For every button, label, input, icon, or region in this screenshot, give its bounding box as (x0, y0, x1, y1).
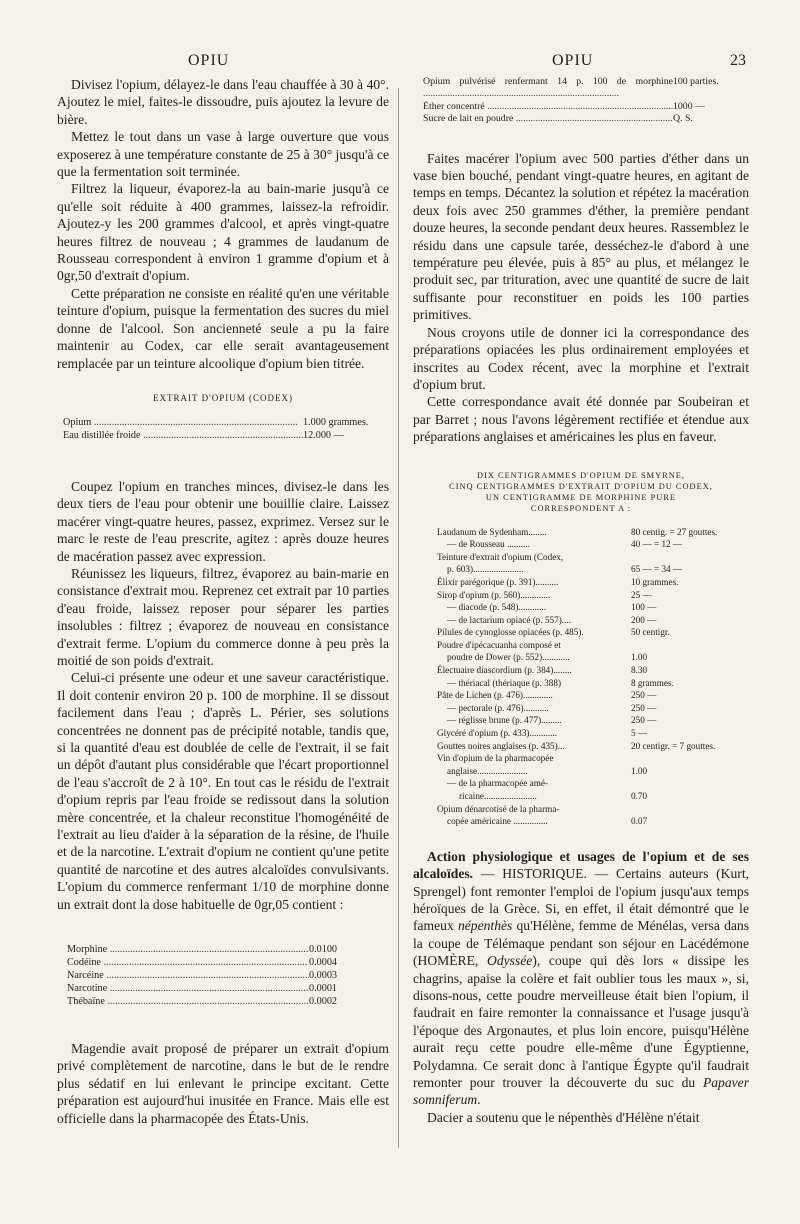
table-row (423, 101, 749, 113)
table-row (63, 416, 389, 429)
table-row (437, 626, 749, 639)
alkaloid-name: Narcéine ..... (67, 969, 309, 982)
alkaloid-qty: 0.0001 (309, 983, 338, 995)
alkaloid-name: Thébaïne ..... (67, 995, 309, 1008)
preparation-name: anglaise...................... (447, 765, 528, 776)
preparation-equivalent: 10 grammes. (631, 576, 679, 587)
paragraph: Faites macérer l'opium avec 500 parties d'éther dans un vase bien bouché, pendant vingt-quatre heures, en agitant de temps en temps. Décantez la solution et répétez la macération deux fois avec 250 grammes d'éther, la première pendant douze heures, la seconde pendant deux heures. Rassemblez le résidu dans une capsule tarée, desséchez-le d'abord à une température peu élevée, puis à 85° au plus, et mélangez le produit sec, par trituration, avec une quantité de sucre de lait suffisante pour reconstituer en poids les 100 parties primitives. (413, 150, 749, 323)
alkaloid-qty: 0.0003 (309, 970, 338, 982)
preparation-name: — pectorale (p. 476)........... (447, 702, 549, 713)
ingredient-qty: 1000 — (673, 100, 705, 112)
preparation-name: — de la pharmacopée amé- (447, 778, 549, 789)
table-row (67, 956, 359, 969)
preparation-equivalent: 5 — (631, 728, 648, 739)
italic-term: népenthès (457, 918, 513, 934)
ingredient-name: Eau distillée froide ..... (63, 429, 303, 442)
table-row (63, 429, 389, 442)
correspondence-heading (413, 470, 749, 514)
table-row (437, 752, 749, 765)
preparation-name: Poudre d'ipécacuanha composé et (437, 639, 561, 650)
table-row (437, 576, 749, 589)
paragraph: Mettez le tout dans un vase à large ouverture que vous exposerez à une température constante de 25 à 30° jusqu'à ce que la fermentation soit terminée. (57, 129, 389, 180)
table-row (437, 563, 749, 576)
preparation-name: copée américaine ............... (447, 816, 548, 827)
table-row (437, 651, 749, 664)
ingredient-qty: 1.000 grammes. (303, 416, 369, 428)
preparation-name: ricaine....................... (459, 791, 537, 801)
right-column (413, 76, 749, 1126)
table-row (437, 777, 749, 790)
text-span: . (477, 1092, 481, 1108)
alkaloid-name: Morphine ..... (67, 943, 309, 956)
preparation-name: Glycéré d'opium (p. 433)............ (437, 728, 558, 739)
section-label: HISTORIQUE. (502, 866, 587, 882)
preparation-name: p. 603)...................... (447, 564, 524, 575)
preparation-name: — diacode (p. 548)............ (447, 602, 546, 613)
table-row (437, 765, 749, 778)
table-row (67, 995, 359, 1008)
table-row (437, 815, 749, 828)
paragraph: Cette préparation ne consiste en réalité qu'en une véritable teinture d'opium, puisque la fermentation des sucres du miel donne de l'alcool. Son ancienneté seule a pu la faire maintenir au Codex, car elle serait avantageusement remplacée par un teinture alcoolique d'opium bien titrée. (57, 285, 389, 371)
preparation-name: — de lactarium opiacé (p. 557).... (447, 614, 571, 625)
left-column (57, 76, 389, 1127)
preparation-equivalent (631, 752, 749, 765)
preparation-equivalent: 80 centig. = 27 gouttes. (631, 526, 718, 537)
text-span: qu'Hélène, femme de Ménélas, versa dans la coupe de Télémaque pendant son séjour en Lacédémone (HOMÈRE, (413, 918, 749, 969)
preparation-equivalent: 250 — (631, 715, 657, 726)
paragraph: Action physiologique et usages de l'opium et de ses alcaloïdes. — HISTORIQUE. — Certains auteurs (Kurt, Sprengel) font remonter l'emploi de l'opium jusqu'aux temps héroïques de la Grèce. Si, en effet, il était démontré que le fameux népenthès qu'Hélène, femme de Ménélas, versa dans la coupe de Télémaque pendant son séjour en Lacédémone (HOMÈRE, Odyssée), coupe qui dès lors « dissipe les chagrins, apaise la colère et fait oublier tous les maux », si, disons-nous, cette poudre merveilleuse était bien l'opium, il faudrait en faire remonter la connaissance et l'usage jusqu'à l'époque des Argonautes, et plus loin encore, puisqu'Hélène aurait reçu cette poudre elle-même d'une Égyptienne, Polydamna. Ce serait donc à l'antique Égypte qu'il faudrait remonter pour trouver la découverte du suc du Papaver somniferum. (413, 848, 749, 1108)
italic-term: Odyssée (487, 953, 533, 969)
ingredient-name: Éther concentré ..... (423, 101, 673, 113)
preparation-equivalent: 0.07 (631, 816, 648, 827)
table-row (437, 689, 749, 702)
ingredient-qty: 100 parties. (673, 76, 719, 87)
paragraph: Nous croyons utile de donner ici la correspondance des préparations opiacées les plus ordinairement employées et inscrites au Codex récent, avec la morphine et l'extrait d'opium brut. (413, 324, 749, 392)
preparation-equivalent: 0.70 (631, 791, 648, 801)
heading-line: DIX CENTIGRAMMES D'OPIUM DE SMYRNE, (477, 470, 685, 480)
paragraph: Celui-ci présente une odeur et une saveur caractéristique. Il doit contenir environ 20 p. 100 de morphine. Il se dissout facilement dans l'eau ; d'après L. Périer, ses solutions concentrées ne donnent pas de précipité notable, tandis que, si la quantité d'eau est doublée de celle de l'extrait, il se fait un dépôt d'autant plus considérable que l'écart proportionnel de l'eau s'accroît de 2 à 10°. En tout cas le résidu de l'extrait d'opium repris par l'eau froide se redissout dans la solution mère concentrée, et la chaleur reconstitue l'homogénéité de l'extrait au lieu d'aider à la séparation de la résine, de l'huile et de la narcotine. L'extrait d'opium ne contient qu'une petite quantité de narcotine et des autres alcaloïdes convulsivants. L'opium du commerce renfermant 1/10 de morphine donne un extrait dont la dose habituelle de 0gr,05 contient : (57, 670, 389, 912)
preparation-name: — réglisse brune (p. 477)......... (447, 715, 562, 726)
preparation-equivalent (631, 639, 749, 652)
preparation-equivalent: 40 — = 12 — (631, 539, 683, 550)
table-row (437, 526, 749, 539)
ingredient-qty: 12.000 — (303, 429, 344, 441)
table-row (437, 601, 749, 614)
paragraph: Cette correspondance avait été donnée par Soubeiran et par Barret ; nous l'avons légèrement rectifiée et étendue aux préparations anglaises et américaines les plus en faveur. (413, 394, 749, 445)
table-row (437, 714, 749, 727)
section-title: Action physiologique et usages de l'opium et de ses alcaloïdes. (413, 848, 749, 882)
preparation-name: Teinture d'extrait d'opium (Codex, (437, 551, 564, 562)
preparation-equivalent: 20 centigr. = 7 gouttes. (631, 740, 716, 751)
preparation-equivalent: 65 — = 34 — (631, 564, 683, 575)
preparation-name: Élixir parégorique (p. 391).......... (437, 576, 559, 587)
preparation-equivalent: 8.30 (631, 665, 648, 676)
paragraph: Réunissez les liqueurs, filtrez, évaporez au bain-marie en consistance d'extrait mou. Reprenez cet extrait par 10 parties d'eau froide, laissez reposer pour séparer les parties insolubles : filtrez ; évaporez de nouveau en consistance d'extrait ferme. L'opium du commerce donne à peu près la moitié de son poids d'extrait. (57, 565, 389, 668)
section-heading: EXTRAIT D'OPIUM (CODEX) (153, 392, 293, 403)
preparation-equivalent: 1.00 (631, 765, 648, 776)
paragraph: Divisez l'opium, délayez-le dans l'eau chauffée à 30 à 40°. Ajoutez le miel, faites-le dissoudre, puis ajoutez la levure de bière. (57, 77, 389, 127)
heading-line: CINQ CENTIGRAMMES D'EXTRAIT D'OPIUM DU CODEX, (449, 481, 713, 491)
heading-line: CORRESPONDENT A : (530, 503, 632, 513)
page-number: 23 (730, 52, 746, 69)
preparation-equivalent (631, 777, 749, 790)
preparation-equivalent: 8 grammes. (631, 677, 674, 688)
alkaloid-table (57, 943, 389, 1008)
running-header-left: OPIU (188, 52, 230, 69)
preparation-equivalent: 50 centigr. (631, 627, 670, 638)
table-row (437, 677, 749, 690)
alkaloid-name: Narcotine ..... (67, 982, 309, 995)
alkaloid-name: Codéine ..... (67, 956, 309, 969)
text-span: ), coupe qui dès lors « dissipe les chagrins, apaise la colère et fait oublier tous les maux », si, disons-nous, cette poudre merveilleuse était bien l'opium, il faudrait en faire remonter la connaissance et l'usage jusqu'à l'époque des Argonautes, et plus loin encore, puisqu'Hélène aurait reçu cette poudre elle-même d'une Égyptienne, Polydamna. Ce serait donc à l'antique Égypte qu'il faudrait remonter pour trouver la découverte du suc du (413, 953, 749, 1091)
preparation-name: Gouttes noires anglaises (p. 435)... (437, 740, 565, 751)
paragraph: Coupez l'opium en tranches minces, divisez-le dans les deux tiers de l'eau pour obtenir une bouillie claire. Laissez macérer vingt-quatre heures, passez, exprimez. Versez sur le marc le reste de l'eau prescrite, agitez : après douze heures de macération passez avec expression. (57, 478, 389, 564)
preparation-name: — de Rousseau .......... (447, 539, 530, 550)
paragraph: Dacier a soutenu que le népenthès d'Hélène n'était (427, 1109, 700, 1125)
preparation-name: Électuaire diascordium (p. 384)........ (437, 665, 572, 676)
alkaloid-qty: 0.0004 (309, 957, 338, 969)
ingredient-name: Opium pulvérisé renfermant 14 p. 100 de morphine ..... (423, 76, 673, 101)
column-divider (398, 88, 399, 1148)
alkaloid-qty: 0.0100 (309, 944, 338, 956)
preparation-equivalent: 1.00 (631, 652, 648, 663)
preparation-equivalent: 250 — (631, 702, 657, 713)
table-row (437, 551, 749, 564)
preparation-name: Sirop d'opium (p. 560)............. (437, 589, 551, 600)
table-row (437, 702, 749, 715)
recipe-table (413, 76, 749, 126)
table-row (437, 664, 749, 677)
paragraph: Magendie avait proposé de préparer un extrait d'opium privé complètement de narcotine, dans le but de le rendre plus sédatif en lui enlevant le principe excitant. Cette préparation est aujourd'hui inusitée en France. Mais elle est officielle dans la pharmacopée des États-Unis. (57, 1041, 389, 1126)
preparation-name: poudre de Dower (p. 552)............ (447, 652, 570, 663)
table-row (67, 943, 359, 956)
table-row (437, 803, 749, 816)
preparation-name: Opium dénarcotisé de la pharma- (437, 803, 560, 814)
preparation-equivalent: 25 — (631, 589, 652, 600)
italic-term: Papaver somniferum (413, 1075, 749, 1108)
correspondence-table (413, 526, 749, 828)
recipe-table (57, 416, 389, 442)
ingredient-qty: Q. S. (673, 113, 693, 125)
paragraph: Filtrez la liqueur, évaporez-la au bain-marie jusqu'à ce qu'elle soit réduite à 400 grammes, laissez-la refroidir. Ajoutez-y les 200 grammes d'alcool, et après vingt-quatre heures filtrez de nouveau ; 4 grammes de laudanum de Rousseau correspondent à environ 1 gramme d'opium et à 0gr,50 d'extrait d'opium. (57, 181, 389, 284)
table-row (437, 727, 749, 740)
preparation-equivalent (631, 803, 749, 816)
preparation-equivalent: 250 — (631, 690, 657, 701)
ingredient-name: Opium ..... (63, 416, 303, 429)
preparation-equivalent (631, 551, 749, 564)
alkaloid-qty: 0.0002 (309, 996, 338, 1008)
preparation-name: Pilules de cynoglosse opiacées (p. 485). (437, 627, 584, 638)
preparation-equivalent: 200 — (631, 614, 657, 625)
table-row (437, 538, 749, 551)
ingredient-name: Sucre de lait en poudre ..... (423, 113, 673, 125)
text-span: Certains auteurs (Kurt, Sprengel) font remonter l'emploi de l'opium jusqu'aux temps héroïques de la Grèce. Si, en effet, il était démontré que le fameux (413, 866, 749, 934)
preparation-name: — thériacal (thériaque (p. 388) (447, 677, 562, 688)
preparation-equivalent: 100 — (631, 602, 657, 613)
heading-line: UN CENTIGRAMME DE MORPHINE PURE (485, 492, 677, 502)
table-row (437, 740, 749, 753)
table-row (423, 76, 749, 101)
table-row (437, 639, 749, 652)
preparation-name: Laudanum de Sydenham........ (437, 526, 547, 537)
table-row (67, 982, 359, 995)
table-row (437, 790, 749, 803)
table-row (437, 589, 749, 602)
table-row (437, 614, 749, 627)
preparation-name: Pâte de Lichen (p. 476)............. (437, 690, 553, 701)
table-row (67, 969, 359, 982)
running-header-right: OPIU (552, 52, 594, 69)
table-row (423, 113, 749, 125)
preparation-name: Vin d'opium de la pharmacopée (437, 753, 554, 764)
